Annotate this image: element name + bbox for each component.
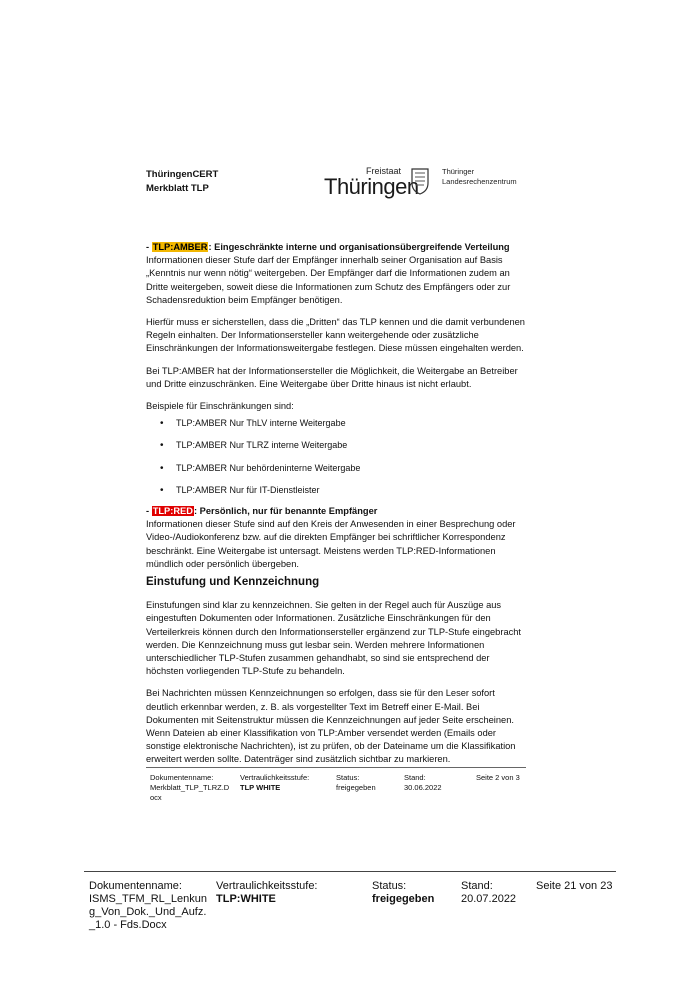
red-heading-text: : Persönlich, nur für benannte Empfänger [193,506,378,516]
embedded-page-footer [146,767,526,802]
embedded-page-header [146,168,218,196]
inner-status [336,773,376,793]
amber-heading-text: : Eingeschränkte interne und organisationsübergreifende Verteilung [208,242,510,252]
amber-paragraph-2: Hierfür muss er sicherstellen, dass die „Dritten“ das TLP kennen und die damit verbundenen Regeln einhalten. Der Informationsersteller kann weitergehende oder zusätzliche Einschränkungen der Informationsweitergabe festlegen. Diese müssen eingehalten werden. [146,317,525,354]
inner-docname [150,773,229,803]
logo-right-text [442,167,517,186]
inner-conf-label: Vertraulichkeitsstufe: [240,773,310,782]
inner-confidentiality [240,773,309,793]
coat-of-arms-icon [410,167,430,195]
red-section [146,505,526,580]
outer-status-value: freigegeben [372,893,435,905]
inner-date [404,773,442,793]
outer-date [461,880,516,906]
doc-title: Merkblatt TLP [146,183,209,194]
outer-docname [89,880,207,932]
amber-examples-list [146,417,526,497]
outer-docname-label: Dokumentenname: [89,880,182,892]
inner-date-value: 30.06.2022 [404,783,442,792]
amber-paragraph-1: Informationen dieser Stufe darf der Empfänger innerhalb seiner Organisation auf Basis „Kenntnis nur wenn nötig“ weitergeben. Der Empfänger darf die Informationen zudem an Dritte weitergeben, soweit diese die Informationen zum Schutz des Empfängers oder zur Schadensreduktion beim Empfänger benötigen. [146,255,511,305]
outer-docname-line3: _1.0 - Fds.Docx [89,919,167,931]
inner-docname-value-1: Merkblatt_TLP_TLRZ.D [150,783,230,792]
logo-right-line1: Thüringer [442,167,475,176]
logo-small-text: Freistaat [365,166,401,176]
list-item: • TLP:AMBER Nur ThLV interne Weitergabe [146,417,526,430]
amber-dash: - [146,242,152,252]
inner-status-value: freigegeben [336,783,376,792]
outer-date-value: 20.07.2022 [461,893,517,905]
tlp-amber-tag: TLP:AMBER [152,242,208,252]
inner-docname-value-2: ocx [150,793,162,802]
amber-section [146,241,526,506]
inner-docname-label: Dokumentenname: [150,773,214,782]
amber-heading [146,241,526,254]
outer-confidentiality [216,880,318,906]
section-title: Einstufung und Kennzeichnung [146,576,320,588]
org-name: ThüringenCERT [146,169,219,180]
classification-section [146,576,526,776]
list-item: • TLP:AMBER Nur TLRZ interne Weitergabe [146,439,526,452]
document-footer [84,871,616,931]
classification-paragraph-2: Bei Nachrichten müssen Kennzeichnungen so erfolgen, dass sie für den Leser sofort deutlich erkennbar werden, z. B. als vorgestellter Text im Betreff einer E-Mail. Bei Dokumenten mit Seitenstruktur müssen die Kennzeichnungen auf jeder Seite erscheinen. Wenn Dateien ab einer Klassifikation von TLP:Amber versendet werden (Emails oder sonstige elektronische Nachrichten), ist zu prüfen, ob der Dateiname um die Klassifikation erweitert werden sollte. Datenträger sind zusätzlich sichtbar zu markieren. [146,688,516,765]
tlp-red-tag: TLP:RED [152,506,193,516]
red-dash: - [146,506,152,516]
list-item: • TLP:AMBER Nur behördeninterne Weitergabe [146,462,526,475]
logo-right-line2: Landesrechenzentrum [442,176,517,186]
classification-paragraph-1: Einstufungen sind klar zu kennzeichnen. Sie gelten in der Regel auch für Auszüge aus eingestuften Dokumenten oder Informationen. Zusätzliche Einschränkungen für den Verteilerkreis können durch den Informationsersteller ergänzend zur TLP-Stufe eingebracht werden. Die Kennzeichnung muss gut lesbar sein. Werden mehrere Informationen unterschiedlicher TLP-Stufen zusammen gehandhabt, so sind sie entsprechend der höchsten vorliegenden TLP-Stufe zu behandeln. [146,600,522,677]
inner-page-number: Seite 2 von 3 [476,773,520,782]
inner-conf-value: TLP WHITE [240,783,281,792]
outer-docname-line1: ISMS_TFM_RL_Lenkun [89,893,207,905]
red-paragraph-1: Informationen dieser Stufe sind auf den Kreis der Anwesenden in einer Besprechung oder Video-/Audiokonferenz bzw. auf die direkten Empfänger bei schriftlicher Korrespondenz beschränkt. Eine Weitergabe ist untersagt. Meistens werden TLP:RED-Informationen mündlich oder persönlich übergeben. [146,519,516,569]
logo-big-text: Thüringen [324,174,419,199]
amber-paragraph-3: Bei TLP:AMBER hat der Informationsersteller die Möglichkeit, die Weitergabe an Betreiber und Dritte einzuschränken. Eine Weitergabe über Dritte hinaus ist nicht erlaubt. [146,365,518,389]
inner-status-label: Status: [336,773,360,782]
amber-paragraph-4: Beispiele für Einschränkungen sind: [146,401,294,412]
inner-date-label: Stand: [404,773,426,782]
outer-page-number: Seite 21 von 23 [536,880,613,892]
outer-conf-value: TLP:WHITE [216,893,276,905]
outer-docname-line2: g_Von_Dok._Und_Aufz. [89,906,207,918]
outer-status-label: Status: [372,880,407,892]
list-item: • TLP:AMBER Nur für IT-Dienstleister [146,484,526,497]
outer-date-label: Stand: [461,880,493,892]
red-heading [146,505,526,518]
outer-conf-label: Vertraulichkeitsstufe: [216,880,318,892]
outer-status [372,880,434,906]
